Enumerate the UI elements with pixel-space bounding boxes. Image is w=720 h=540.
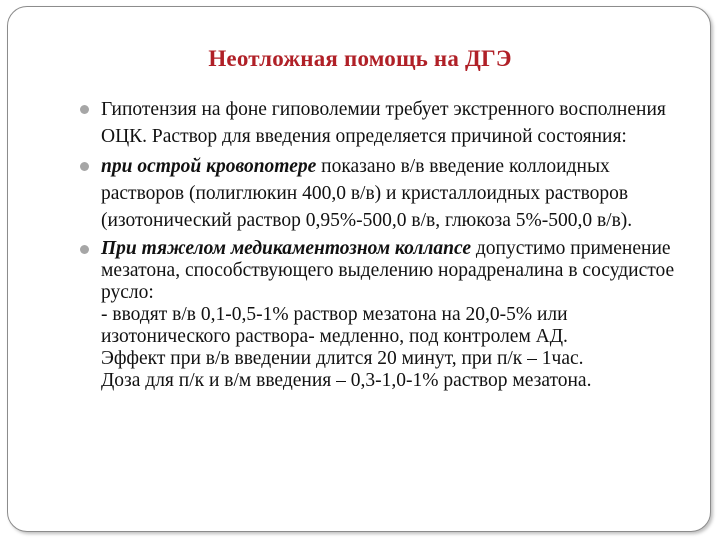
bullet-item-2 (80, 153, 680, 234)
bullet-detail-line: Эффект при в/в введении длится 20 минут, при п/к – 1час. (101, 348, 584, 369)
bullet-detail-line: - вводят в/в 0,1-0,5-1% раствор мезатона на 20,0-5% или изотонического раствора- медленно, под контролем АД. (101, 304, 568, 347)
bullet-detail-line: Доза для п/к и в/м введения – 0,3-1,0-1% раствор мезатона. (101, 370, 592, 391)
bullet-emphasis: при острой кровопотере (101, 156, 317, 177)
bullet-emphasis: При тяжелом медикаментозном коллапсе (101, 238, 471, 259)
bullet-dot-icon (80, 105, 89, 114)
bullet-dot-icon (80, 245, 89, 254)
slide-content (80, 96, 680, 392)
bullet-item-3 (80, 238, 680, 392)
bullet-dot-icon (80, 162, 89, 171)
slide-title: Неотложная помощь на ДГЭ (208, 46, 512, 71)
bullet-text: Гипотензия на фоне гиповолемии требует экстренного восполнения ОЦК. Раствор для введения определяется причиной состояния: (101, 99, 666, 147)
bullet-item-1 (80, 96, 680, 150)
bullet-text: показано в/в введение коллоидных растворов (полиглюкин 400,0 в/в) и кристаллоидных растворов (изотонический раствор 0,95%-500,0 в/в, глюкоза 5%-500,0 в/в). (101, 156, 633, 231)
bullet-text: допустимо применение мезатона, способствующего выделению норадреналина в сосудистое русло: (101, 238, 675, 303)
